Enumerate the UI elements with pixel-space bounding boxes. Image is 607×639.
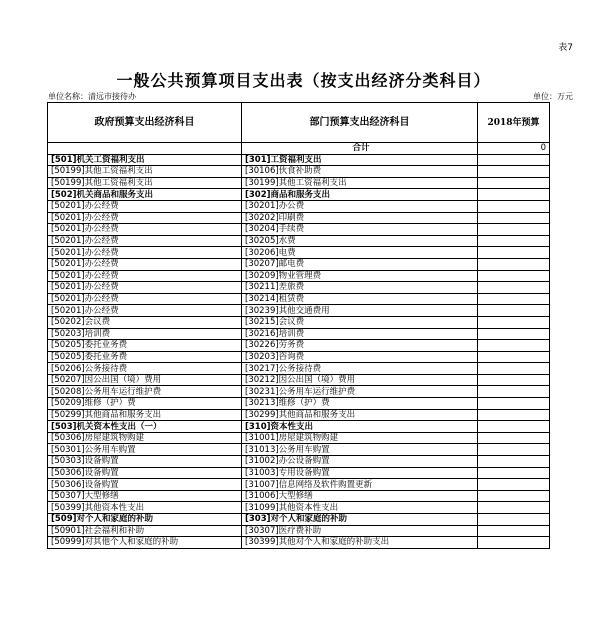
- dept-category-cell: [30201]办公费: [242, 200, 478, 212]
- table-row: [48, 270, 550, 282]
- dept-category-cell: [31001]房屋建筑物购建: [242, 432, 478, 444]
- dept-category-cell: [30199]其他工资福利支出: [242, 177, 478, 189]
- budget-value-cell: [478, 224, 550, 236]
- dept-category-cell: [30212]因公出国（境）费用: [242, 374, 478, 386]
- table-row: [48, 200, 550, 212]
- budget-value-cell: [478, 258, 550, 270]
- dept-category-cell: [31003]专用设备购置: [242, 467, 478, 479]
- table-row: [48, 456, 550, 468]
- gov-category-cell: [503]机关资本性支出（一）: [48, 421, 242, 433]
- table-row: [48, 467, 550, 479]
- table-header-row: [48, 103, 550, 143]
- gov-category-cell: [50901]社会福利和补助: [48, 525, 242, 537]
- table-row: [48, 212, 550, 224]
- budget-value-cell: [478, 247, 550, 259]
- budget-value-cell: [478, 432, 550, 444]
- gov-category-cell: [50205]委托业务费: [48, 340, 242, 352]
- budget-value-cell: [478, 235, 550, 247]
- budget-value-cell: [478, 316, 550, 328]
- dept-category-cell: [30239]其他交通费用: [242, 305, 478, 317]
- dept-category-cell: [31013]公务用车购置: [242, 444, 478, 456]
- budget-value-cell: [478, 467, 550, 479]
- table-row: [48, 340, 550, 352]
- gov-category-cell: [50201]办公经费: [48, 224, 242, 236]
- gov-category-cell: [50307]大型修缮: [48, 490, 242, 502]
- table-row: [48, 351, 550, 363]
- gov-category-cell: [50301]公务用车购置: [48, 444, 242, 456]
- dept-category-cell: [30226]劳务费: [242, 340, 478, 352]
- budget-value-cell: [478, 200, 550, 212]
- budget-value-cell: [478, 363, 550, 375]
- dept-category-cell: [30214]租赁费: [242, 293, 478, 305]
- dept-category-cell: [30213]维修（护）费: [242, 398, 478, 410]
- table-row: [48, 305, 550, 317]
- gov-category-cell: [50208]公务用车运行维护费: [48, 386, 242, 398]
- dept-category-cell: [30203]咨询费: [242, 351, 478, 363]
- gov-category-cell: [502]机关商品和服务支出: [48, 189, 242, 201]
- table-row: [48, 479, 550, 491]
- budget-value-cell: [478, 502, 550, 514]
- table-row: [48, 177, 550, 189]
- table-row: [48, 258, 550, 270]
- gov-category-cell: [50203]培训费: [48, 328, 242, 340]
- table-row: [48, 282, 550, 294]
- table-number: 表7: [558, 43, 573, 53]
- gov-category-cell: [50303]设备购置: [48, 456, 242, 468]
- unit-name: 单位名称：清远市接待办: [48, 92, 136, 101]
- gov-category-cell: [50399]其他资本性支出: [48, 502, 242, 514]
- gov-category-cell: [50202]会议费: [48, 316, 242, 328]
- dept-category-cell: [30204]手续费: [242, 224, 478, 236]
- budget-value-cell: [478, 409, 550, 421]
- budget-value-cell: [478, 177, 550, 189]
- dept-category-cell: [31007]信息网络及软件购置更新: [242, 479, 478, 491]
- dept-category-cell: [30207]邮电费: [242, 258, 478, 270]
- gov-category-cell: [50199]其他工资福利支出: [48, 166, 242, 178]
- budget-value-cell: [478, 398, 550, 410]
- budget-value-cell: [478, 293, 550, 305]
- dept-category-cell: [30106]伙食补助费: [242, 166, 478, 178]
- category-row: [48, 189, 550, 201]
- table-row: [48, 224, 550, 236]
- gov-category-cell: [50201]办公经费: [48, 258, 242, 270]
- budget-value-cell: [478, 305, 550, 317]
- table-row: [48, 409, 550, 421]
- money-unit: 单位：万元: [533, 92, 573, 101]
- dept-category-cell: [310]资本性支出: [242, 421, 478, 433]
- dept-category-cell: [303]对个人和家庭的补助: [242, 514, 478, 526]
- gov-category-cell: [50206]公务接待费: [48, 363, 242, 375]
- dept-category-cell: [30209]物业管理费: [242, 270, 478, 282]
- gov-category-cell: [50201]办公经费: [48, 270, 242, 282]
- dept-category-cell: [31099]其他资本性支出: [242, 502, 478, 514]
- gov-category-cell: [501]机关工资福利支出: [48, 154, 242, 166]
- header-dept-category: 部门预算支出经济科目: [242, 103, 478, 143]
- table-row: [48, 363, 550, 375]
- dept-category-cell: [30216]培训费: [242, 328, 478, 340]
- table-row: [48, 166, 550, 178]
- dept-category-cell: [30215]会议费: [242, 316, 478, 328]
- dept-category-cell: [30307]医疗费补助: [242, 525, 478, 537]
- budget-value-cell: [478, 328, 550, 340]
- budget-value-cell: [478, 456, 550, 468]
- dept-category-cell: [30202]印刷费: [242, 212, 478, 224]
- dept-category-cell: [30205]水费: [242, 235, 478, 247]
- table-row: [48, 386, 550, 398]
- budget-value-cell: [478, 166, 550, 178]
- budget-value-cell: [478, 525, 550, 537]
- dept-category-cell: [302]商品和服务支出: [242, 189, 478, 201]
- dept-category-cell: [30206]电费: [242, 247, 478, 259]
- budget-table: [47, 102, 550, 549]
- gov-category-cell: [50205]委托业务费: [48, 351, 242, 363]
- dept-category-cell: [30211]差旅费: [242, 282, 478, 294]
- table-row: [48, 398, 550, 410]
- total-row: [48, 143, 550, 155]
- gov-category-cell: [50201]办公经费: [48, 305, 242, 317]
- budget-value-cell: [478, 514, 550, 526]
- table-row: [48, 316, 550, 328]
- dept-category-cell: [31002]办公设备购置: [242, 456, 478, 468]
- category-row: [48, 154, 550, 166]
- gov-category-cell: [50306]设备购置: [48, 479, 242, 491]
- table-row: [48, 525, 550, 537]
- dept-category-cell: [30217]公务接待费: [242, 363, 478, 375]
- dept-category-cell: [30299]其他商品和服务支出: [242, 409, 478, 421]
- header-gov-category: 政府预算支出经济科目: [48, 103, 242, 143]
- table-row: [48, 235, 550, 247]
- table-row: [48, 432, 550, 444]
- table-row: [48, 247, 550, 259]
- gov-category-cell: [50201]办公经费: [48, 235, 242, 247]
- total-label: 合计: [242, 143, 478, 155]
- gov-category-cell: [50199]其他工资福利支出: [48, 177, 242, 189]
- gov-category-cell: [50306]设备购置: [48, 467, 242, 479]
- gov-category-cell: [50207]因公出国（境）费用: [48, 374, 242, 386]
- budget-value-cell: [478, 490, 550, 502]
- table-row: [48, 502, 550, 514]
- total-empty-cell: [48, 143, 242, 155]
- dept-category-cell: [301]工资福利支出: [242, 154, 478, 166]
- total-value: 0: [478, 143, 550, 155]
- budget-value-cell: [478, 444, 550, 456]
- dept-category-cell: [31006]大型修缮: [242, 490, 478, 502]
- budget-value-cell: [478, 212, 550, 224]
- gov-category-cell: [50999]对其他个人和家庭的补助: [48, 537, 242, 549]
- header-budget-2018: 2018年预算: [478, 103, 550, 143]
- table-row: [48, 293, 550, 305]
- budget-value-cell: [478, 386, 550, 398]
- document-title: 一般公共预算项目支出表（按支出经济分类科目）: [116, 71, 491, 90]
- gov-category-cell: [50201]办公经费: [48, 282, 242, 294]
- table-row: [48, 490, 550, 502]
- gov-category-cell: [50201]办公经费: [48, 247, 242, 259]
- gov-category-cell: [50201]办公经费: [48, 200, 242, 212]
- gov-category-cell: [50209]维修（护）费: [48, 398, 242, 410]
- budget-value-cell: [478, 282, 550, 294]
- gov-category-cell: [509]对个人和家庭的补助: [48, 514, 242, 526]
- dept-category-cell: [30399]其他对个人和家庭的补助支出: [242, 537, 478, 549]
- table-row: [48, 537, 550, 549]
- gov-category-cell: [50201]办公经费: [48, 293, 242, 305]
- table-row: [48, 328, 550, 340]
- gov-category-cell: [50299]其他商品和服务支出: [48, 409, 242, 421]
- budget-value-cell: [478, 421, 550, 433]
- gov-category-cell: [50201]办公经费: [48, 212, 242, 224]
- budget-value-cell: [478, 154, 550, 166]
- budget-value-cell: [478, 189, 550, 201]
- budget-value-cell: [478, 351, 550, 363]
- table-row: [48, 374, 550, 386]
- category-row: [48, 421, 550, 433]
- category-row: [48, 514, 550, 526]
- table-row: [48, 444, 550, 456]
- budget-value-cell: [478, 340, 550, 352]
- gov-category-cell: [50306]房屋建筑物购建: [48, 432, 242, 444]
- dept-category-cell: [30231]公务用车运行维护费: [242, 386, 478, 398]
- budget-value-cell: [478, 270, 550, 282]
- budget-value-cell: [478, 479, 550, 491]
- budget-value-cell: [478, 537, 550, 549]
- budget-value-cell: [478, 374, 550, 386]
